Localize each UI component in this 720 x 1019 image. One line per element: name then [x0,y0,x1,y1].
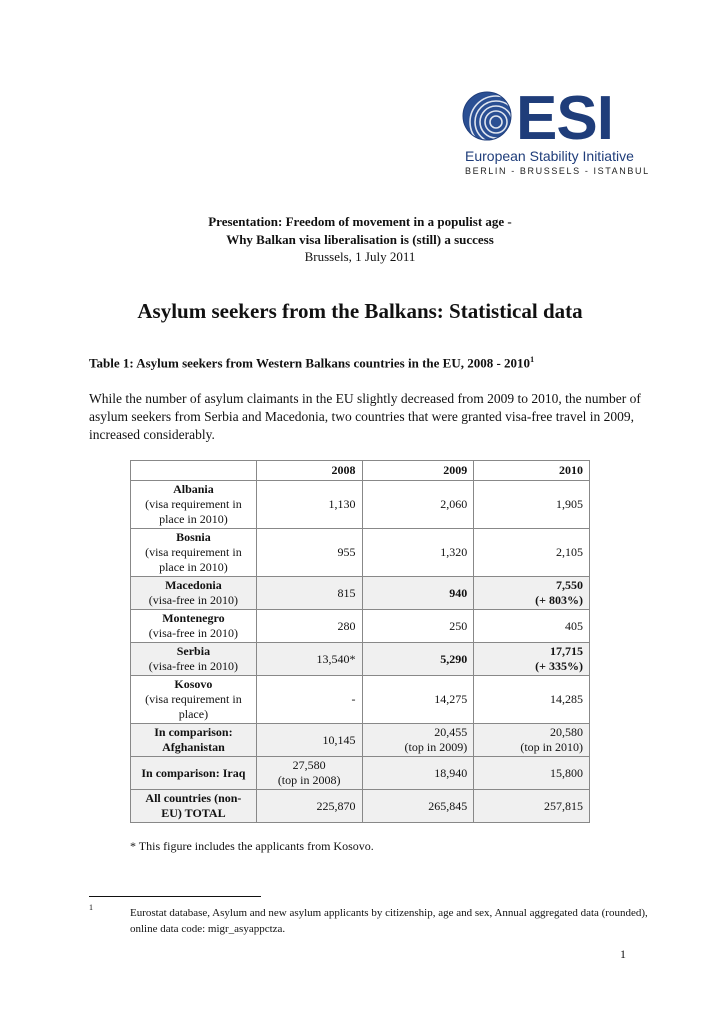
presentation-line-2: Why Balkan visa liberalisation is (still) a success [226,232,494,247]
value-2010: 15,800 [474,757,590,790]
value-2010: 257,815 [474,790,590,823]
value-2008: 10,145 [256,724,362,757]
country-note: (visa requirement in place in 2010) [145,545,242,574]
header-blank [131,461,257,481]
country-cell [131,757,257,790]
value-2010-change: (+ 335%) [535,659,583,673]
value-2010: 20,580 [550,725,583,739]
country-note: (visa-free in 2010) [148,593,239,607]
footnote-text: Eurostat database, Asylum and new asylum applicants by citizenship, age and sex, Annual aggregated data (rounded), online data code: migr_asyappctza. [130,907,648,935]
value-2008: 27,580 [292,758,326,772]
value-2008: - [256,676,362,724]
logo-cities: BERLIN - BRUSSELS - ISTANBUL [465,166,650,176]
table-footnote: * This figure includes the applicants from Kosovo. [130,839,374,853]
table-row [131,481,590,529]
table-row-total [131,790,590,823]
country-cell [131,577,257,610]
value-2008: 1,130 [256,481,362,529]
globe-icon [462,88,512,144]
value-2010-cell [474,724,590,757]
value-2010-note: (top in 2010) [520,740,583,754]
value-2010: 14,285 [474,676,590,724]
value-2009: 250 [362,610,474,643]
table-row [131,676,590,724]
country-name: Macedonia [165,578,222,592]
value-2009: 2,060 [362,481,474,529]
value-2010-change: (+ 803%) [535,593,583,607]
country-name: All countries (non-EU) TOTAL [145,791,242,820]
value-2009: 18,940 [362,757,474,790]
value-2009-note: (top in 2009) [404,740,468,754]
table-row [131,610,590,643]
page-number: 1 [620,947,626,961]
table-row [131,577,590,610]
esi-logo [462,84,650,180]
country-cell [131,481,257,529]
country-cell [131,610,257,643]
value-2010: 2,105 [474,529,590,577]
footnote-number: 1 [89,903,93,912]
country-cell [131,529,257,577]
country-note: (visa-free in 2010) [148,626,239,640]
value-2008: 280 [256,610,362,643]
presentation-line-1: Presentation: Freedom of movement in a populist age - [208,214,512,229]
value-2009: 5,290 [362,643,474,676]
value-2009: 20,455 [434,725,468,739]
header-2010: 2010 [474,461,590,481]
value-2008: 955 [256,529,362,577]
footnote-reference: 1 [530,355,535,364]
table-row [131,757,590,790]
presentation-date: Brussels, 1 July 2011 [304,249,416,264]
value-2009: 1,320 [362,529,474,577]
country-cell [131,676,257,724]
value-2008: 815 [256,577,362,610]
value-2010: 405 [474,610,590,643]
intro-paragraph: While the number of asylum claimants in the EU slightly decreased from 2009 to 2010, the number of asylum seekers from Serbia and Macedonia, two countries that were granted visa-free travel in 2009, increased considerably. [89,391,641,442]
country-name: Kosovo [174,677,213,691]
country-cell [131,790,257,823]
country-cell [131,643,257,676]
table-header-row [131,461,590,481]
country-name: Albania [173,482,214,496]
logo-letters: ESI [516,84,613,153]
table-row [131,643,590,676]
header-2009: 2009 [362,461,474,481]
country-name: Bosnia [176,530,211,544]
document-title: Asylum seekers from the Balkans: Statistical data [137,299,583,323]
asylum-table [130,460,590,823]
country-name: In comparison: Iraq [141,765,246,780]
value-2008-cell [256,757,362,790]
value-2009: 940 [362,577,474,610]
table-row [131,724,590,757]
value-2008: 13,540* [256,643,362,676]
country-name: Serbia [176,644,211,658]
value-2010: 1,905 [474,481,590,529]
country-name: Montenegro [162,611,225,625]
table-row [131,529,590,577]
country-note: (visa requirement in place in 2010) [145,497,242,526]
value-2009: 14,275 [362,676,474,724]
country-cell [131,724,257,757]
logo-organization-name: European Stability Initiative [465,148,634,164]
value-2010-cell [474,643,590,676]
footnote-divider [89,896,261,897]
header-2008: 2008 [256,461,362,481]
value-2008: 225,870 [256,790,362,823]
value-2010-cell [474,577,590,610]
value-2009-cell [362,724,474,757]
value-2009: 265,845 [362,790,474,823]
country-name: In comparison: Afghanistan [154,725,233,754]
value-2008-note: (top in 2008) [277,773,341,787]
table-caption-text: Table 1: Asylum seekers from Western Balkans countries in the EU, 2008 - 2010 [89,355,531,371]
value-2010: 17,715 [550,644,583,658]
table-caption [89,355,534,371]
country-note: (visa-free in 2010) [148,659,239,673]
value-2010: 7,550 [556,578,583,592]
country-note: (visa requirement in place) [145,692,242,721]
